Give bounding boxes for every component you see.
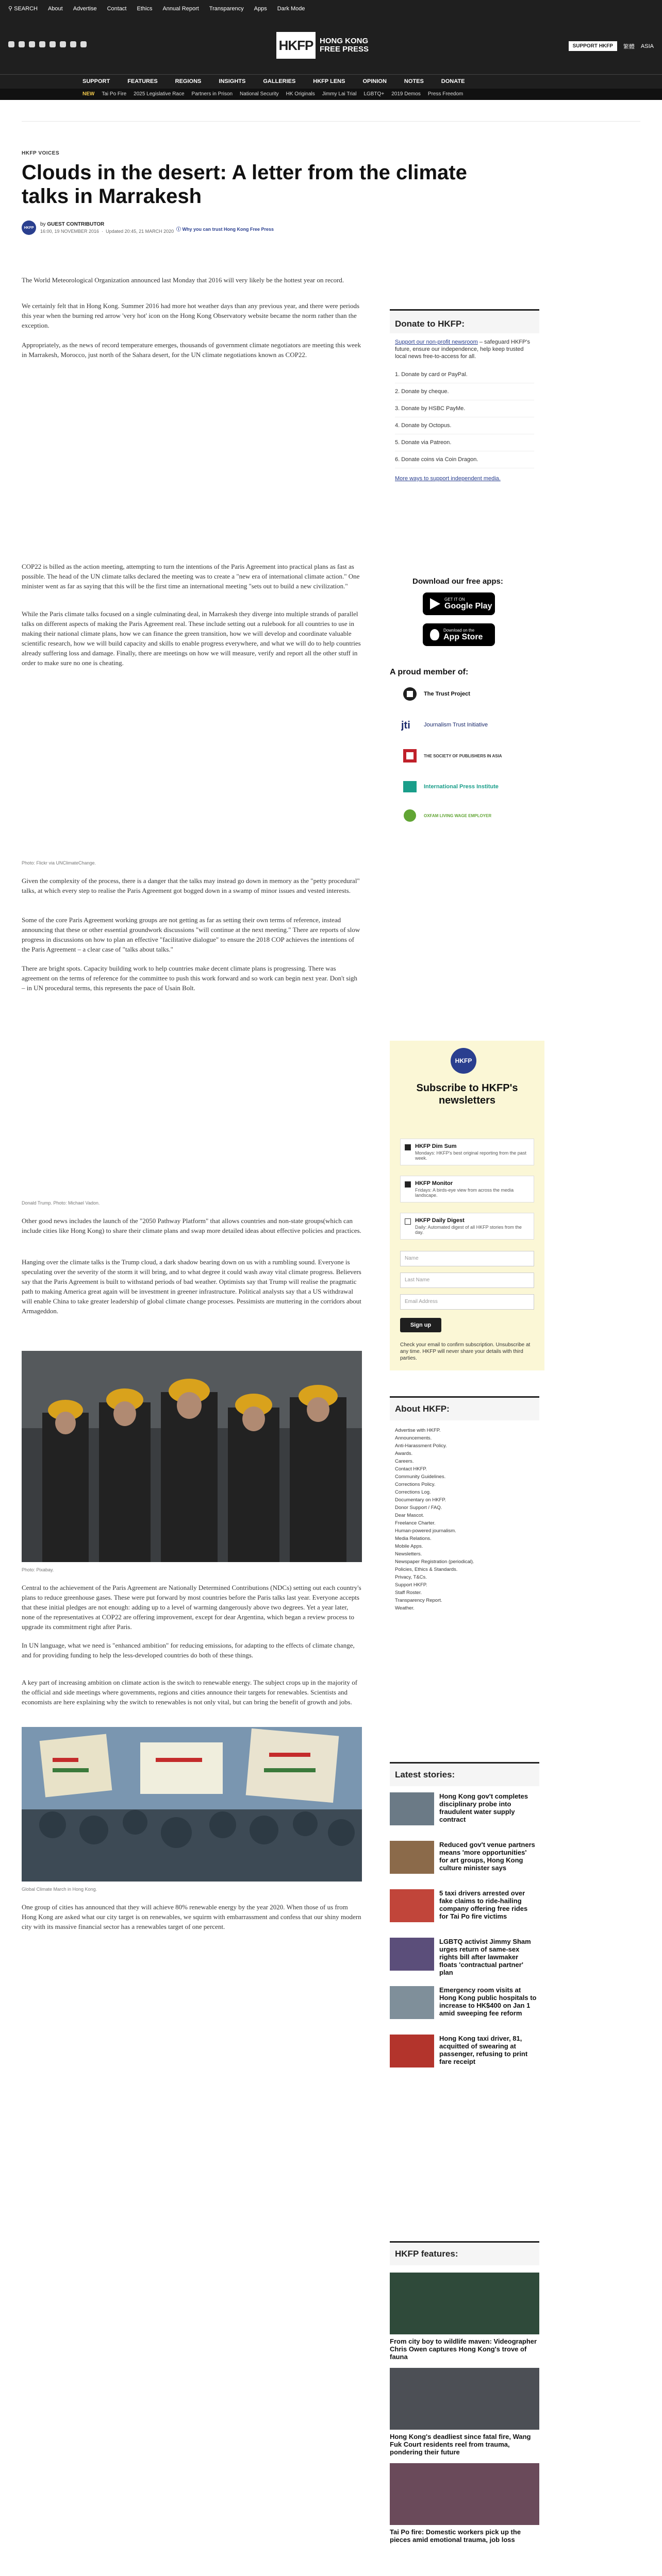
- nav-support[interactable]: SUPPORT: [82, 78, 110, 84]
- article-title: Clouds in the desert: A letter from the climate talks in Marrakesh: [22, 161, 467, 208]
- donate-option-cheque[interactable]: 2. Donate by cheque.: [395, 383, 534, 400]
- feature-title[interactable]: Hong Kong's deadliest since fatal fire, Wang Fuk Court residents reel from trauma, pondering their future: [390, 2433, 531, 2456]
- ipi-logo: [401, 778, 419, 795]
- about-link[interactable]: Community Guidelines.: [395, 1474, 446, 1480]
- publish-date: 16:00, 19 NOVEMBER 2016 · Updated 20:45, 21 MARCH 2020: [40, 229, 174, 234]
- site-logo[interactable]: [276, 32, 369, 59]
- donate-heading: Donate to HKFP:: [390, 311, 539, 333]
- trust-project-logo: [401, 685, 419, 703]
- logo-mark: HKFP: [276, 32, 316, 59]
- donate-option-patreon[interactable]: 5. Donate via Patreon.: [395, 434, 534, 451]
- top-utility-bar: [0, 0, 662, 18]
- about-link[interactable]: Newsletters.: [395, 1551, 422, 1557]
- donate-option-octopus[interactable]: 4. Donate by Octopus.: [395, 417, 534, 434]
- about-link[interactable]: Corrections Policy.: [395, 1482, 436, 1487]
- facebook-icon[interactable]: [8, 41, 14, 47]
- about-link[interactable]: Dear Mascot.: [395, 1513, 424, 1518]
- about-widget: [390, 1396, 539, 1618]
- site-header: [0, 18, 662, 74]
- latest-heading: Latest stories:: [390, 1762, 539, 1786]
- threads-icon[interactable]: [39, 41, 45, 47]
- about-link[interactable]: Corrections Log.: [395, 1489, 431, 1495]
- member-oxfam[interactable]: OXFAM LIVING WAGE EMPLOYER: [401, 807, 491, 824]
- about-link[interactable]: Weather.: [395, 1605, 415, 1611]
- feature-story[interactable]: [390, 2273, 539, 2361]
- photo-caption: Photo: Pixabay.: [22, 1567, 54, 1572]
- article-byline: [22, 218, 362, 239]
- story-thumbnail[interactable]: [390, 1986, 434, 2019]
- donate-option-card[interactable]: 1. Donate by card or PayPal.: [395, 366, 534, 383]
- sign-up-button[interactable]: Sign up: [400, 1318, 441, 1332]
- about-link[interactable]: Anti-Harassment Policy.: [395, 1443, 447, 1449]
- article-paragraph: A key part of increasing ambition on climate action is the switch to renewable energy. The subject crops up in the majority of the official and side meetings where governments, regions and cities announce their targets for renewables. Scientists and economists are here explaining why the switch to renewables is not only vital, but can bring the benefit of growth and jobs.: [22, 1679, 358, 1706]
- members-heading: A proud member of:: [390, 668, 469, 676]
- about-link[interactable]: Donor Support / FAQ.: [395, 1505, 442, 1511]
- march-photo-graphic: [22, 1727, 362, 1882]
- donate-intro-link[interactable]: Support our non-profit newsroom: [395, 339, 478, 345]
- topbar-link-transparency[interactable]: Transparency: [209, 5, 244, 12]
- article-paragraph: Central to the achievement of the Paris Agreement are Nationally Determined Contributions (NDCs) setting out each country's plans to reduce greenhouse gases. These were put forward by most countries before the Paris talks last year. Everyone accepts that these initial pledges are not enough: adding up to a level of warming dangerously above two degrees. Yet a year later, none of the representatives at COP22 are offering improvement, except for dear Argentina, which began a review process to upgrade its commitment right after Paris.: [22, 1584, 361, 1631]
- apps-heading: Download our free apps:: [412, 577, 503, 586]
- latest-story[interactable]: [390, 1792, 539, 1835]
- feature-title[interactable]: Tai Po fire: Domestic workers pick up the pieces amid emotional trauma, job loss: [390, 2528, 521, 2544]
- sopa-logo: [401, 747, 419, 765]
- donate-option-coin-dragon[interactable]: 6. Donate coins via Coin Dragon.: [395, 451, 534, 468]
- language-switch[interactable]: 繁體: [623, 43, 635, 50]
- topbar-link-advertise[interactable]: Advertise: [73, 5, 97, 12]
- newsletter-option-dim-sum[interactable]: HKFP Dim Sum Mondays: HKFP's best original reporting from the past week.: [400, 1139, 534, 1165]
- jti-logo: [401, 716, 419, 734]
- oxfam-logo: [401, 807, 419, 824]
- article-photo-unclimate: [22, 690, 362, 855]
- telegram-icon[interactable]: [70, 41, 76, 47]
- logo-text: HONG KONG FREE PRESS: [320, 37, 369, 54]
- latest-story[interactable]: [390, 1986, 539, 2028]
- topbar-link-dark-mode[interactable]: Dark Mode: [277, 5, 305, 12]
- features-heading: HKFP features:: [390, 2241, 539, 2265]
- trending-item[interactable]: Jimmy Lai Trial: [322, 91, 357, 97]
- donate-more-link[interactable]: More ways to support independent media.: [395, 476, 501, 482]
- about-link[interactable]: Newspaper Registration (periodical).: [395, 1559, 474, 1565]
- newsletter-note: Check your email to confirm subscription. Unsubscribe at any time. HKFP will never share your details with third parties.: [400, 1342, 531, 1361]
- feature-thumbnail[interactable]: [390, 2273, 539, 2334]
- article-paragraph: While the Paris climate talks focused on a single culminating deal, in Marrakesh they diverge into multiple strands of parallel talks on different aspects of making the Paris Agreement real. These include setting out a rulebook for all countries to use in making their national climate plans, how we can finance the green transition, how we will develop and coordinate valuable scientific research, how we will build capacity and skills to enable progress everywhere, and what we will do to help countries already suffering loss and damage. Finally, there are meetings on how we will measure, verify and report all the other stuff in order to make sure no one is cheating.: [22, 610, 361, 667]
- social-links: [8, 41, 87, 47]
- article-paragraph: Some of the core Paris Agreement working groups are not getting as far as setting their own terms of reference, instead announcing that these or other essential groundwork discussions "will continue at the next meeting." There are reports of slow progress in discussions on how to plan an effective "facilitative dialogue" to ensure the 2018 COP achieves the intentions of the Paris Agreement – a clear case of "talks about talks.": [22, 916, 360, 953]
- about-link[interactable]: Contact HKFP.: [395, 1466, 427, 1472]
- latest-stories: [390, 1762, 539, 2077]
- feature-thumbnail[interactable]: [390, 2368, 539, 2430]
- about-link[interactable]: Human-powered journalism.: [395, 1528, 456, 1534]
- story-thumbnail[interactable]: [390, 1889, 434, 1922]
- author-line: by GUEST CONTRIBUTOR: [40, 222, 105, 227]
- bluesky-icon[interactable]: [80, 41, 87, 47]
- about-link[interactable]: Advertise with HKFP.: [395, 1428, 441, 1433]
- about-link[interactable]: Freelance Charter.: [395, 1520, 436, 1526]
- nav-opinion[interactable]: OPINION: [362, 78, 387, 84]
- article-paragraph: Other good news includes the launch of the "2050 Pathway Platform" that allows countries and non-state groups(which can include cities like Hong Kong) to share their climate plans and swap more detailed ideas about effective policies and practices.: [22, 1217, 361, 1234]
- article-paragraph: Appropriately, as the news of record temperature emerges, thousands of government climate negotiators are meeting this week in Marrakesh, Morocco, just north of the Sahara desert, for the UN climate negotiations known as COP22.: [22, 341, 361, 359]
- article-category[interactable]: HKFP VOICES: [22, 150, 60, 156]
- article-photo-climate-march: [22, 1727, 362, 1882]
- main-nav: [0, 74, 662, 89]
- trust-link[interactable]: ⓘ Why you can trust Hong Kong Free Press: [176, 227, 274, 232]
- apple-icon: [430, 629, 439, 640]
- latest-story[interactable]: [390, 1889, 539, 1931]
- article-photo-trump: [22, 1005, 362, 1195]
- story-title[interactable]: Emergency room visits at Hong Kong public hospitals to increase to HK$400 on Jan 1 amid sweeping fee reform: [439, 1986, 537, 2017]
- email-input[interactable]: Email Address: [400, 1294, 534, 1310]
- last-name-input[interactable]: Last Name: [400, 1273, 534, 1288]
- feature-story[interactable]: [390, 2368, 539, 2456]
- story-title[interactable]: 5 taxi drivers arrested over fake claims to ride-hailing company offering free rides for Tai Po fire victims: [439, 1889, 528, 1920]
- search-button[interactable]: ⚲ SEARCH: [8, 6, 38, 12]
- story-title[interactable]: Hong Kong gov't completes disciplinary probe into fraudulent water supply contract: [439, 1792, 528, 1823]
- trending-item[interactable]: 2025 Legislative Race: [134, 91, 185, 97]
- story-thumbnail[interactable]: [390, 1841, 434, 1874]
- trending-bar: [0, 89, 662, 100]
- feature-story[interactable]: [390, 2463, 539, 2544]
- about-link[interactable]: Policies, Ethics & Standards.: [395, 1567, 458, 1572]
- donate-option-payme[interactable]: 3. Donate by HSBC PayMe.: [395, 400, 534, 417]
- photo-caption: Photo: Flickr via UNClimateChange.: [22, 860, 96, 866]
- story-thumbnail[interactable]: [390, 2035, 434, 2067]
- newsletter-badge: HKFP: [451, 1048, 476, 1074]
- about-link[interactable]: Announcements.: [395, 1435, 432, 1441]
- about-link[interactable]: Awards.: [395, 1451, 413, 1456]
- donate-widget: [390, 309, 539, 562]
- support-hkfp-button[interactable]: SUPPORT HKFP: [569, 41, 617, 51]
- trending-item[interactable]: HK Originals: [286, 91, 315, 97]
- about-link[interactable]: Careers.: [395, 1459, 414, 1464]
- about-link[interactable]: Support HKFP.: [395, 1582, 427, 1588]
- nav-regions[interactable]: REGIONS: [175, 78, 202, 84]
- instagram-icon[interactable]: [29, 41, 35, 47]
- topbar-link-annual-report[interactable]: Annual Report: [162, 5, 199, 12]
- feature-thumbnail[interactable]: [390, 2463, 539, 2525]
- nav-donate[interactable]: DONATE: [441, 78, 465, 84]
- photo-caption: Global Climate March in Hong Kong.: [22, 1887, 97, 1892]
- article-paragraph: In UN language, what we need is "enhanced ambition" for reducing emissions, for adapting to the effects of climate change, and for providing funding to help the less-developed countries do both of these things.: [22, 1641, 355, 1659]
- member-ipi[interactable]: International Press Institute: [401, 778, 499, 795]
- article-paragraph: Hanging over the climate talks is the Trump cloud, a dark shadow bearing down on us with a rumbling sound. Everyone is speculating over the severity of the storm it will bring, and to what degree it could wash away vital climate progress. Believers say that the Paris Agreement is built to withstand periods of bad weather. Optimists say that Trump will realise the pragmatic path to making America great again will be investment in greener infrastructure. Political analysts say that a US withdrawal will enable China to take greater leadership of global climate change processes. Pessimists are muttering in the corridors about Armageddon.: [22, 1258, 361, 1315]
- latest-story[interactable]: [390, 2035, 539, 2077]
- linkedin-icon[interactable]: [60, 41, 66, 47]
- checkbox-checked[interactable]: [405, 1181, 411, 1188]
- nav-galleries[interactable]: GALLERIES: [263, 78, 296, 84]
- article-paragraph: COP22 is billed as the action meeting, attempting to turn the intentions of the Paris Agreement into practical plans as fast as possible. The head of the UN climate talks declared the meeting was to create a "new era of international climate action." One minister went as far as saying that this will be the first time an international meeting "sets out to build a new civilization.": [22, 563, 360, 590]
- article-paragraph: The World Meteorological Organization announced last Monday that 2016 will very likely be the hottest year on record.: [22, 276, 344, 284]
- trending-item[interactable]: Partners in Prison: [191, 91, 233, 97]
- youtube-icon[interactable]: [49, 41, 56, 47]
- hkfp-features: [390, 2241, 539, 2544]
- article-paragraph: One group of cities has announced that they will achieve 80% renewable energy by the year 2020. When those of us from Hong Kong are asked what our city target is on renewables, we squirm with embarrassment and confess that our shiny modern city with its massive financial sector has a renewables target of one percent.: [22, 1903, 361, 1930]
- trending-item[interactable]: National Security: [240, 91, 279, 97]
- play-icon: [430, 598, 440, 609]
- checkbox-checked[interactable]: [405, 1144, 411, 1150]
- divider: [22, 121, 640, 122]
- member-sopa[interactable]: THE SOCIETY OF PUBLISHERS IN ASIA: [401, 747, 502, 765]
- ad-space: [22, 376, 362, 546]
- nav-hkfp-lens[interactable]: HKFP LENS: [313, 78, 345, 84]
- about-link[interactable]: Documentary on HKFP.: [395, 1497, 446, 1503]
- about-link[interactable]: Staff Roster.: [395, 1590, 422, 1596]
- x-icon[interactable]: [19, 41, 25, 47]
- trending-label: NEW: [82, 91, 95, 97]
- svg-text:jti: jti: [401, 720, 410, 731]
- feature-title[interactable]: From city boy to wildlife maven: Videographer Chris Owen captures Hong Kong's trove of fauna: [390, 2337, 537, 2361]
- trending-item[interactable]: Press Freedom: [427, 91, 464, 97]
- member-trust-project[interactable]: The Trust Project: [401, 685, 470, 703]
- about-heading: About HKFP:: [390, 1396, 539, 1420]
- latest-story[interactable]: [390, 1841, 539, 1883]
- story-title[interactable]: Hong Kong taxi driver, 81, acquitted of swearing at passenger, refusing to print fare receipt: [439, 2035, 528, 2065]
- newsletter-heading: Subscribe to HKFP's newsletters: [416, 1082, 518, 1106]
- author-name[interactable]: GUEST CONTRIBUTOR: [47, 222, 105, 227]
- newsletter-option-daily-digest[interactable]: HKFP Daily Digest Daily: Automated digest of all HKFP stories from the day.: [400, 1213, 534, 1240]
- photo-caption: Donald Trump. Photo: Michael Vadon.: [22, 1200, 100, 1206]
- newsletter-option-monitor[interactable]: HKFP Monitor Fridays: A birds-eye view from across the media landscape.: [400, 1176, 534, 1202]
- about-link[interactable]: Mobile Apps.: [395, 1544, 423, 1549]
- story-title[interactable]: Reduced gov't venue partners means 'more opportunities' for art groups, Hong Kong culture minister says: [439, 1841, 535, 1872]
- topbar-link-ethics[interactable]: Ethics: [137, 5, 153, 12]
- article-photo-workers: [22, 1351, 362, 1562]
- nav-notes[interactable]: NOTES: [404, 78, 424, 84]
- topbar-link-contact[interactable]: Contact: [107, 5, 127, 12]
- trending-item[interactable]: 2019 Demos: [391, 91, 421, 97]
- trending-item[interactable]: LGBTQ+: [363, 91, 385, 97]
- latest-story[interactable]: [390, 1938, 539, 1980]
- article-paragraph: We certainly felt that in Hong Kong. Summer 2016 had more hot weather days than any previous year, and there were periods this year when the burning red arrow 'very hot' icon on the Hong Kong Observatory website became the norm rather than the exception.: [22, 302, 360, 329]
- region-switch[interactable]: ASIA: [640, 43, 654, 49]
- article-paragraph: There are bright spots. Capacity building work to help countries make decent climate plans is progressing. There was agreement on the terms of reference for the committee to push this work forward and so work can begin next year. Don't sigh – in UN procedural terms, this represents the pace of Usain Bolt.: [22, 964, 358, 992]
- author-avatar: HKFP: [22, 221, 36, 235]
- checkbox-unchecked[interactable]: [405, 1218, 411, 1225]
- app-store-button[interactable]: Download on the App Store: [423, 623, 495, 646]
- topbar-link-apps[interactable]: Apps: [254, 5, 267, 12]
- google-play-button[interactable]: GET IT ON Google Play: [423, 592, 495, 615]
- about-link[interactable]: Privacy, T&Cs.: [395, 1574, 427, 1580]
- trending-item[interactable]: Tai Po Fire: [102, 91, 127, 97]
- about-link[interactable]: Transparency Report.: [395, 1598, 442, 1603]
- nav-features[interactable]: FEATURES: [127, 78, 158, 84]
- about-link[interactable]: Media Relations.: [395, 1536, 432, 1541]
- newsletter-signup: [390, 1041, 544, 1370]
- workers-photo-graphic: [22, 1351, 362, 1562]
- story-thumbnail[interactable]: [390, 1938, 434, 1971]
- story-thumbnail[interactable]: [390, 1792, 434, 1825]
- first-name-input[interactable]: Name: [400, 1251, 534, 1266]
- donate-intro: Support our non-profit newsroom – safeguard HKFP's future, ensure our independence, help keep trusted local news free-to-access for all.: [395, 339, 530, 360]
- article-paragraph: Given the complexity of the process, there is a danger that the talks may instead go down in memory as the "petty procedural" talks, at which every step to realise the Paris Agreement got bogged down in a swamp of minor issues and vested interests.: [22, 877, 360, 894]
- nav-insights[interactable]: INSIGHTS: [219, 78, 246, 84]
- topbar-link-about[interactable]: About: [47, 5, 63, 12]
- member-jti[interactable]: jti Journalism Trust Initiative: [401, 716, 488, 734]
- story-title[interactable]: LGBTQ activist Jimmy Sham urges return of same-sex rights bill after lawmaker floats 'contractual partner' plan: [439, 1938, 531, 1976]
